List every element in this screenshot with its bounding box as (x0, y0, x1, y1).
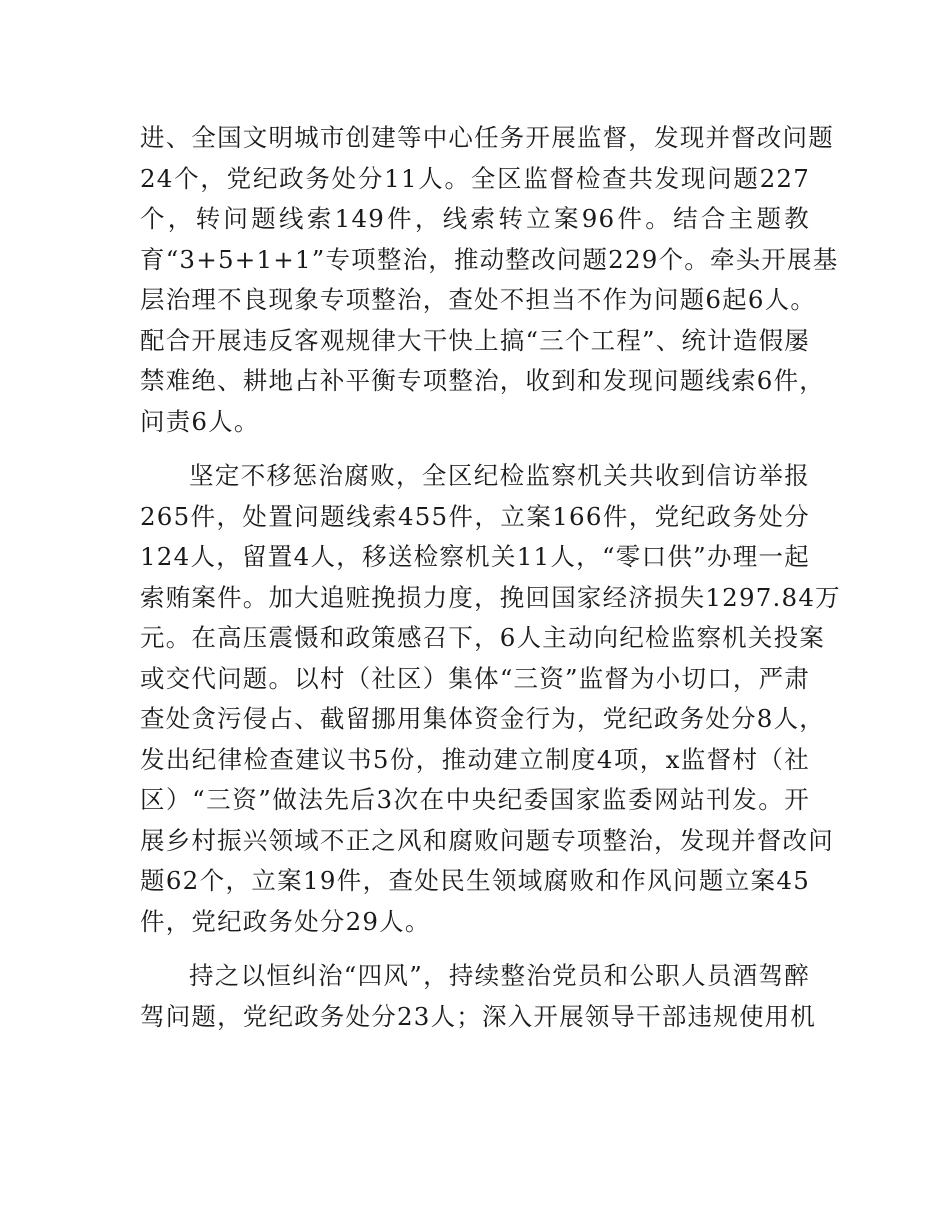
text-line: 驾问题，党纪政务处分23人；深入开展领导干部违规使用机 (140, 1001, 817, 1031)
text-line: 层治理不良现象专项整治，查处不担当不作为问题6起6人。 (140, 285, 817, 314)
document-body (140, 118, 841, 1037)
text-line: 区）“三资”做法先后3次在中央纪委国家监委网站刊发。开 (140, 785, 810, 814)
text-line: 265件，处置问题线索455件，立案166件，党纪政务处分 (140, 501, 810, 531)
text-line: 持之以恒纠治“四风”，持续整治党员和公职人员酒驾醉 (189, 961, 810, 990)
text-line: 或交代问题。以村（社区）集体“三资”监督为小切口，严肃 (140, 663, 810, 693)
paragraph-2 (140, 456, 841, 942)
text-line: 24个，党纪政务处分11人。全区监督检查共发现问题227 (140, 163, 810, 193)
text-line: 发出纪律检查建议书5份，推动建立制度4项，x监督村（社 (140, 744, 810, 774)
text-line: 展乡村振兴领域不正之风和腐败问题专项整治，发现并督改问 (140, 825, 834, 855)
text-line: 育“3+5+1+1”专项整治，推动整改问题229个。牵头开展基 (140, 244, 839, 274)
text-line: 配合开展违反客观规律大干快上搞“三个工程”、统计造假屡 (140, 325, 810, 355)
text-line: 个，转问题线索149件，线索转立案96件。结合主题教 (140, 204, 810, 233)
text-line: 禁难绝、耕地占补平衡专项整治，收到和发现问题线索6件， (140, 366, 825, 395)
text-line: 元。在高压震慑和政策感召下，6人主动向纪检监察机关投案 (140, 623, 825, 652)
text-line: 124人，留置4人，移送检察机关11人，“零口供”办理一起 (140, 542, 810, 571)
text-line: 坚定不移惩治腐败，全区纪检监察机关共收到信访举报 (189, 461, 810, 490)
text-line: 件，党纪政务处分29人。 (140, 906, 431, 936)
text-line: 问责6人。 (140, 406, 260, 436)
text-line: 索贿案件。加大追赃挽损力度，挽回国家经济损失1297.84万 (140, 582, 841, 612)
text-line: 进、全国文明城市创建等中心任务开展监督，发现并督改问题 (140, 123, 834, 152)
text-line: 题62个，立案19件，查处民生领域腐败和作风问题立案45 (140, 866, 810, 895)
text-line: 查处贪污侵占、截留挪用集体资金行为，党纪政务处分8人， (140, 704, 825, 733)
paragraph-3 (140, 956, 817, 1037)
paragraph-1 (140, 118, 839, 442)
